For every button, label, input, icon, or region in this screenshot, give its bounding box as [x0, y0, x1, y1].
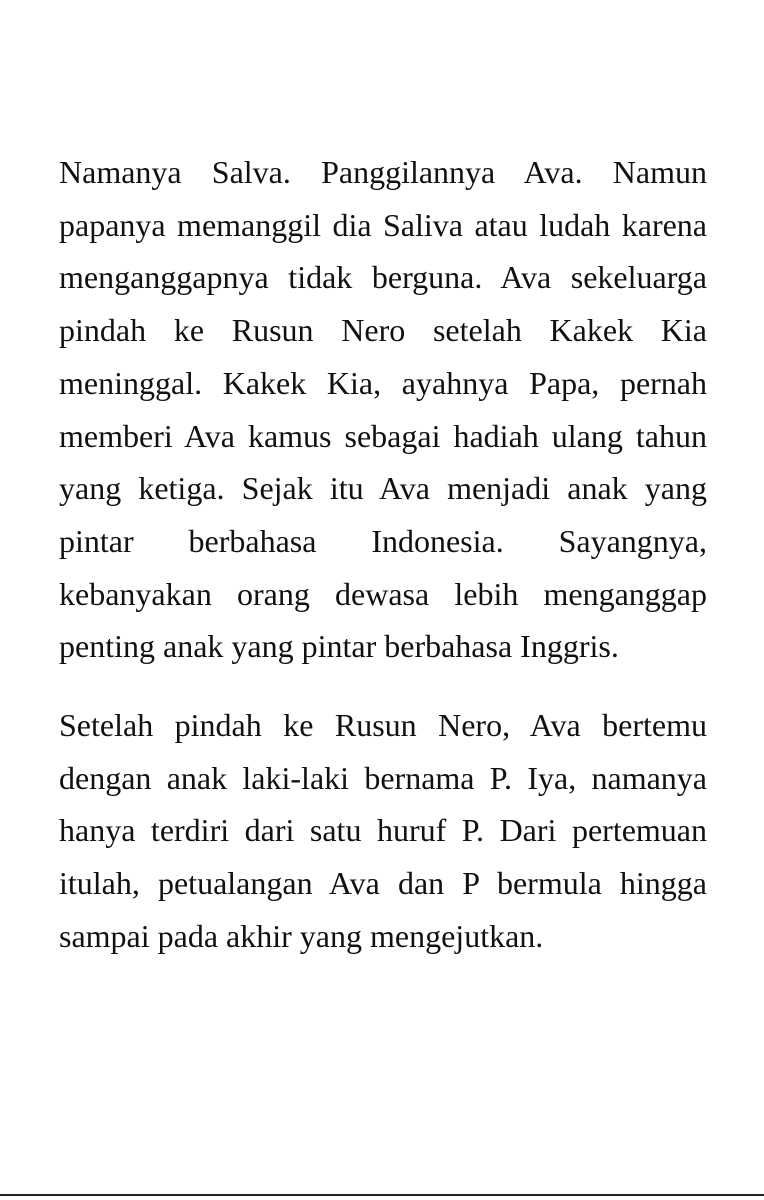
- paragraph-2: Setelah pindah ke Rusun Nero, Ava bertemu dengan anak laki-laki bernama P. Iya, namanya hanya terdiri dari satu huruf P. Dari pertemuan itulah, petualangan Ava dan P bermula hingga sampai pada akhir yang mengejutkan.: [59, 707, 707, 954]
- paragraph-1: Namanya Salva. Panggilannya Ava. Namun papanya memanggil dia Saliva atau ludah karena menganggapnya tidak berguna. Ava sekeluarga pindah ke Rusun Nero setelah Kakek Kia meninggal. Kakek Kia, ayahnya Papa, pernah memberi Ava kamus sebagai hadiah ulang tahun yang ketiga. Sejak itu Ava menjadi anak yang pintar berbahasa Indonesia. Sayangnya, kebanyakan orang dewasa lebih menganggap penting anak yang pintar berbahasa Inggris.: [59, 154, 707, 665]
- page-content: [59, 146, 707, 963]
- bottom-divider: [0, 1194, 764, 1196]
